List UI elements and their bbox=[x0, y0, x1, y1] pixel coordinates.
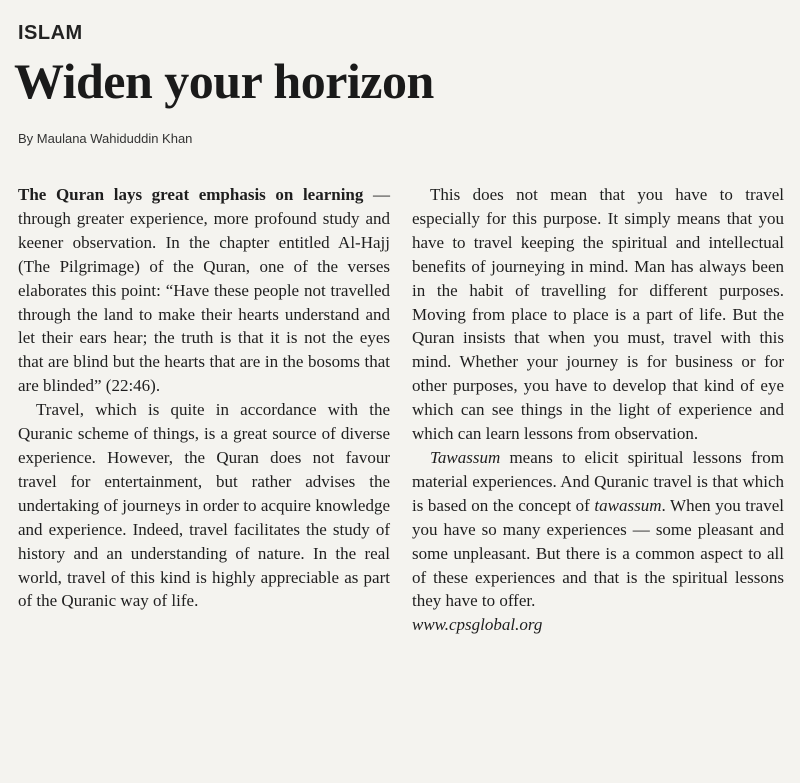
paragraph-text: — through greater experience, more profound study and keener observation. In the chapter entitled Al-Hajj (The Pilgrimage) of the Quran, one of the verses elaborates this point: “Have these people not travelled through the land to make their hearts understand and let their ears hear; the truth is that it is not the eyes that are blind but the hearts that are in the bosoms that are blinded” (22:46). bbox=[18, 185, 390, 396]
website-link[interactable]: www.cpsglobal.org bbox=[412, 615, 543, 635]
paragraph: Travel, which is quite in accordance with the Quranic scheme of things, is a great source of diverse experience. However, the Quran does not favour travel for entertainment, but rather advises the undertaking of journeys in order to acquire knowledge and experience. Indeed, travel facilitates the study of history and an understanding of nature. In the real world, travel of this kind is highly appreciable as part of the Quranic way of life. bbox=[18, 400, 390, 611]
right-column bbox=[412, 183, 784, 637]
byline: By Maulana Wahiduddin Khan bbox=[18, 131, 193, 146]
paragraph: This does not mean that you have to travel especially for this purpose. It simply means that you have to travel keeping the spiritual and intellectual benefits of journeying in mind. Man has always been in the habit of travelling for different purposes. Moving from place to place is a part of life. But the Quran insists that when you must, travel with this mind. Whether your journey is for business or for other purposes, you have to develop that kind of eye which can see things in the light of experience and which can learn lessons from observation. bbox=[412, 185, 784, 444]
term-tawassum: Tawassum bbox=[430, 447, 501, 467]
paragraph-text: . When you travel you have so many experiences — some pleasant and some unpleasant. But there is a common aspect to all of these experiences and that is the spiritual lessons they have to offer. bbox=[412, 495, 784, 611]
paragraph-text: means to elicit spiritual lessons from material experiences. And Quranic travel is that which is based on the concept of bbox=[412, 447, 784, 515]
left-column bbox=[18, 183, 390, 613]
term-tawassum: tawassum bbox=[594, 495, 662, 515]
paragraph bbox=[18, 183, 390, 398]
headline: Widen your horizon bbox=[14, 53, 434, 109]
paragraph bbox=[412, 446, 784, 613]
section-label: ISLAM bbox=[18, 22, 83, 44]
lead-in: The Quran lays great emphasis on learning bbox=[18, 185, 364, 204]
